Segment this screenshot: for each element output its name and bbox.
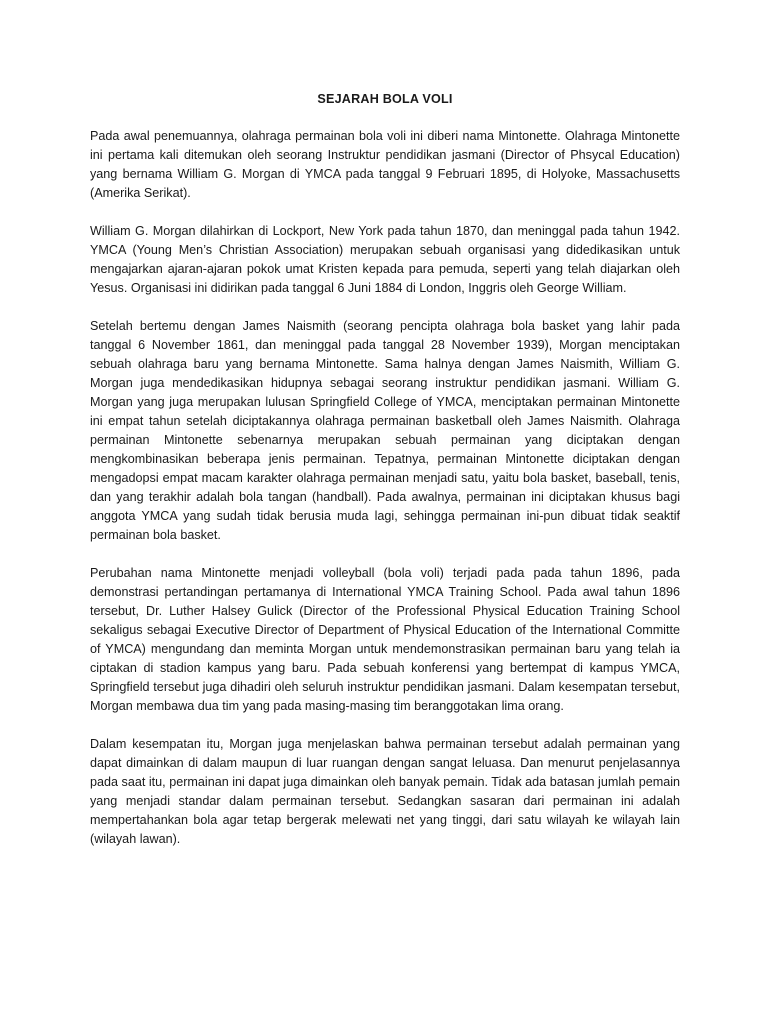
paragraph-origin: Pada awal penemuannya, olahraga permainan bola voli ini diberi nama Mintonette. Olahraga Mintonette ini pertama kali ditemukan oleh seorang Instruktur pendidikan jasmani (Director of Phsycal Education) yang bernama William G. Morgan di YMCA pada tanggal 9 Februari 1895, di Holyoke, Massachusetts (Amerika Serikat).: [90, 129, 680, 200]
document-page: [90, 90, 680, 868]
document-title: SEJARAH BOLA VOLI: [317, 92, 453, 106]
paragraph-mintonette-creation: Setelah bertemu dengan James Naismith (seorang pencipta olahraga bola basket yang lahir pada tanggal 6 November 1861, dan meninggal pada tanggal 28 November 1939), Morgan menciptakan sebuah olahraga baru yang bernama Mintonette. Sama halnya dengan James Naismith, William G. Morgan juga mendedikasikan hidupnya sebagai seorang instruktur pendidikan jasmani. William G. Morgan yang juga merupakan lulusan Springfield College of YMCA, menciptakan permainan Mintonette ini empat tahun setelah diciptakannya olahraga permainan basketball oleh James Naismith. Olahraga permainan Mintonette sebenarnya merupakan sebuah permainan yang diciptakan dengan mengkombinasikan beberapa jenis permainan. Tepatnya, permainan Mintonette diciptakan dengan mengadopsi empat macam karakter olahraga permainan menjadi satu, yaitu bola basket, baseball, tenis, dan yang terakhir adalah bola tangan (handball). Pada awalnya, permainan ini diciptakan khusus bagi anggota YMCA yang sudah tidak berusia muda lagi, sehingga permainan ini-pun dibuat tidak seaktif permainan bola basket.: [90, 319, 680, 542]
paragraph-morgan-ymca: William G. Morgan dilahirkan di Lockport, New York pada tahun 1870, dan meninggal pada tahun 1942. YMCA (Young Men’s Christian Association) merupakan sebuah organisasi yang didedikasikan untuk mengajarkan ajaran-ajaran pokok umat Kristen kepada para pemuda, seperti yang telah diajarkan oleh Yesus. Organisasi ini didirikan pada tanggal 6 Juni 1884 di London, Inggris oleh George William.: [90, 224, 680, 295]
paragraph-name-change: Perubahan nama Mintonette menjadi volleyball (bola voli) terjadi pada pada tahun 1896, pada demonstrasi pertandingan pertamanya di International YMCA Training School. Pada awal tahun 1896 tersebut, Dr. Luther Halsey Gulick (Director of the Professional Physical Education Training School sekaligus sebagai Executive Director of Department of Physical Education of the International Committe of YMCA) mengundang dan meminta Morgan untuk mendemonstrasikan permainan baru yang telah ia ciptakan di stadion kampus yang baru. Pada sebuah konferensi yang bertempat di kampus YMCA, Springfield tersebut juga dihadiri oleh seluruh instruktur pendidikan jasmani. Dalam kesempatan tersebut, Morgan membawa dua tim yang pada masing-masing tim beranggotakan lima orang.: [90, 566, 680, 713]
paragraph-game-rules: Dalam kesempatan itu, Morgan juga menjelaskan bahwa permainan tersebut adalah permainan yang dapat dimainkan di dalam maupun di luar ruangan dengan sangat leluasa. Dan menurut penjelasannya pada saat itu, permainan ini dapat juga dimainkan oleh banyak pemain. Tidak ada batasan jumlah pemain yang menjadi standar dalam permainan tersebut. Sedangkan sasaran dari permainan ini adalah mempertahankan bola agar tetap bergerak melewati net yang tinggi, dari satu wilayah ke wilayah lain (wilayah lawan).: [90, 737, 680, 846]
